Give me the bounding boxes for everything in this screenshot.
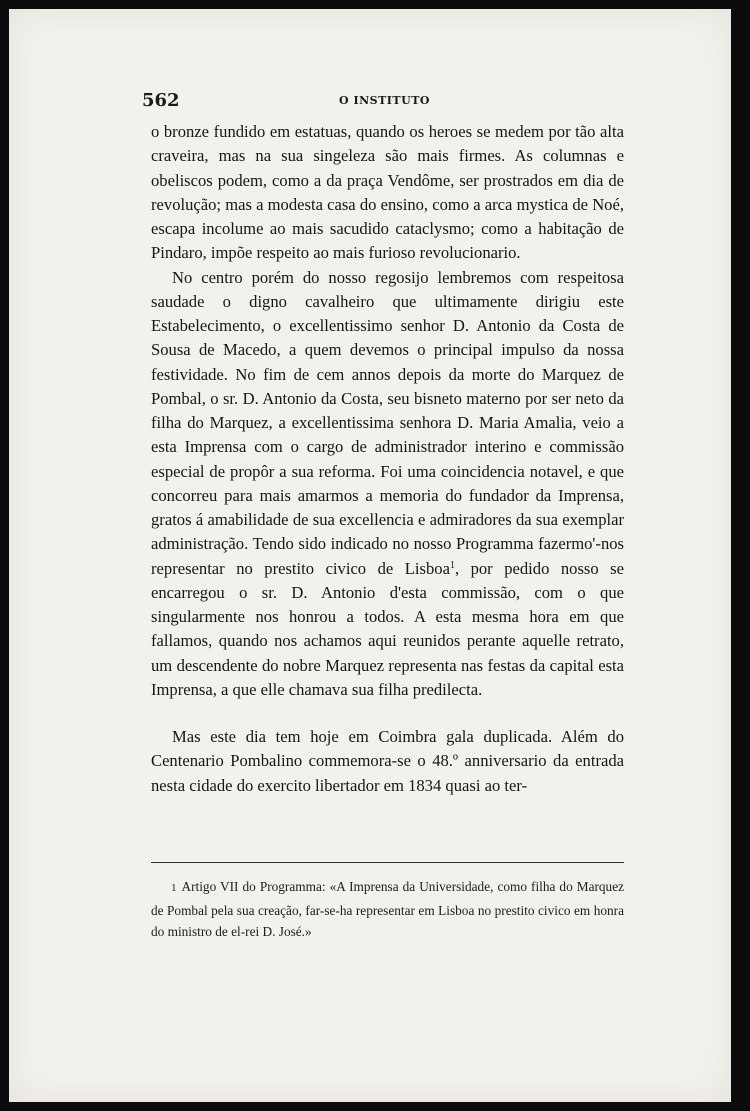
footnote-text: Artigo VII do Programma: «A Imprensa da Universidade, como filha do Marquez de Pombal pela sua creação, far-se-ha representar em Lisboa no prestito civico em honra do ministro de el-rei D. José.»	[151, 879, 624, 939]
page-header	[142, 88, 627, 114]
running-head: O INSTITUTO	[339, 94, 430, 107]
paragraph-2-part-2: , por pedido nosso se encarregou o sr. D. Antonio d'esta commissão, com o que singularmente nos honrou a todos. A esta mesma hora em que fallamos, quando nos achamos aqui reunidos perante aquelle retrato, um descendente do nobre Marquez representa nas festas da capital esta Imprensa, a que elle chamava sua filha predilecta.	[151, 558, 624, 699]
footnote	[151, 876, 624, 943]
footnote-reference: 1	[449, 559, 455, 571]
body-text	[151, 120, 624, 798]
footnote-mark: 1	[171, 882, 177, 894]
paragraph-2-part-1: No centro porém do nosso regosijo lembremos com respeitosa saudade o digno cavalheiro que ultimamente dirigiu este Estabelecimento, o excellentissimo senhor D. Antonio da Costa de Sousa de Macedo, a quem devemos o principal impulso da nossa festividade. No fim de cem annos depois da morte do Marquez de Pombal, o sr. D. Antonio da Costa, seu bisneto materno por ser neto da filha do Marquez, a excellentissima senhora D. Maria Amalia, veio a esta Imprensa com o cargo de administrador interino e commissão especial de propôr a sua reforma. Foi uma coincidencia notavel, e que concorreu para mais amarmos a memoria do fundador da Imprensa, gratos á amabilidade de sua excellencia e admiradores da sua exemplar administração. Tendo sido indicado no nosso Programma fazermo'-nos representar no prestito civico de Lisboa	[151, 267, 624, 578]
footnote-divider	[151, 862, 624, 863]
page-number: 562	[142, 90, 180, 111]
paragraph-3: Mas este dia tem hoje em Coimbra gala duplicada. Além do Centenario Pombalino commemora-se o 48.º anniversario da entrada nesta cidade do exercito libertador em 1834 quasi ao ter-	[151, 727, 624, 795]
paragraph-2	[151, 266, 624, 703]
paragraph-1: o bronze fundido em estatuas, quando os heroes se medem por tão alta craveira, mas na sua singeleza são mais firmes. As columnas e obeliscos podem, como a da praça Vendôme, ser prostrados em dia de revolução; mas a modesta casa do ensino, como a arca mystica de Noé, escapa incolume ao mais sacudido cataclysmo; como a habitação de Pindaro, impõe respeito ao mais furioso revolucionario.	[151, 122, 624, 263]
